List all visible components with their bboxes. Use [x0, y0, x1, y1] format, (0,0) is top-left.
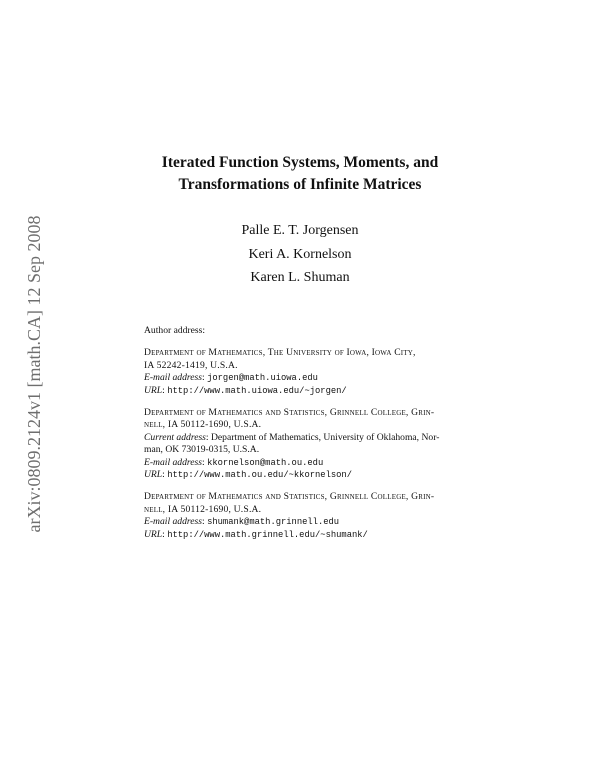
email-label: E-mail address [144, 372, 203, 384]
email-row: E-mail address: jorgen@math.uiowa.edu [144, 372, 318, 384]
paper-title [100, 152, 500, 196]
department-line-2: nell, IA 50112-1690, U.S.A. [144, 419, 262, 431]
author-addresses [144, 325, 484, 551]
department-line-cont [144, 360, 484, 372]
author-name: Keri A. Kornelson [248, 246, 352, 262]
title-line-2: Transformations of Infinite Matrices [178, 176, 422, 193]
address-block-2 [144, 407, 484, 481]
url-label: URL [144, 528, 163, 540]
url-link[interactable]: http://www.math.grinnell.edu/~shumank/ [167, 529, 368, 540]
url-label: URL [144, 469, 163, 481]
url-link[interactable]: http://www.math.uiowa.edu/~jorgen/ [167, 385, 347, 396]
arxiv-identifier: arXiv:0809.2124v1 [math.CA] 12 Sep 2008 [24, 215, 44, 533]
current-address-label: Current address [144, 431, 206, 443]
author-name: Palle E. T. Jorgensen [241, 223, 359, 238]
email-row: E-mail address: shumank@math.grinnell.edu [144, 516, 340, 528]
department-line: Department of Mathematics and Statistics, Grinnell College, Grin- [144, 491, 435, 503]
author-list [100, 219, 500, 290]
current-address-line-2: man, OK 73019-0315, U.S.A. [144, 444, 260, 456]
url-link[interactable]: http://www.math.ou.edu/~kkornelson/ [167, 470, 352, 481]
email-address[interactable]: kkornelson@math.ou.edu [207, 457, 324, 468]
current-address-row: Current address: Department of Mathematics, University of Oklahoma, Nor- [144, 431, 440, 443]
address-label: Author address: [144, 325, 206, 336]
email-label: E-mail address [144, 516, 203, 528]
email-address[interactable]: jorgen@math.uiowa.edu [207, 373, 318, 384]
department-line-2: IA 52242-1419, U.S.A. [144, 359, 238, 371]
email-address[interactable]: shumank@math.grinnell.edu [207, 517, 340, 528]
current-address-line-1: Department of Mathematics, University of Oklahoma, Nor- [211, 431, 440, 443]
department-line-2: nell, IA 50112-1690, U.S.A. [144, 503, 262, 515]
address-block-1 [144, 347, 484, 397]
department-line: Department of Mathematics, The University of Iowa, Iowa City, [144, 347, 416, 359]
url-label: URL [144, 384, 163, 396]
address-block-3 [144, 491, 484, 541]
url-row: URL: http://www.math.uiowa.edu/~jorgen/ [144, 384, 347, 396]
email-label: E-mail address [144, 456, 203, 468]
department-line: Department of Mathematics and Statistics, Grinnell College, Grin- [144, 407, 435, 419]
url-row: URL: http://www.math.grinnell.edu/~shumank/ [144, 528, 368, 540]
title-line-1: Iterated Function Systems, Moments, and [161, 154, 439, 171]
author-name: Karen L. Shuman [250, 270, 350, 285]
url-row: URL: http://www.math.ou.edu/~kkornelson/ [144, 469, 352, 481]
email-row: E-mail address: kkornelson@math.ou.edu [144, 456, 324, 468]
